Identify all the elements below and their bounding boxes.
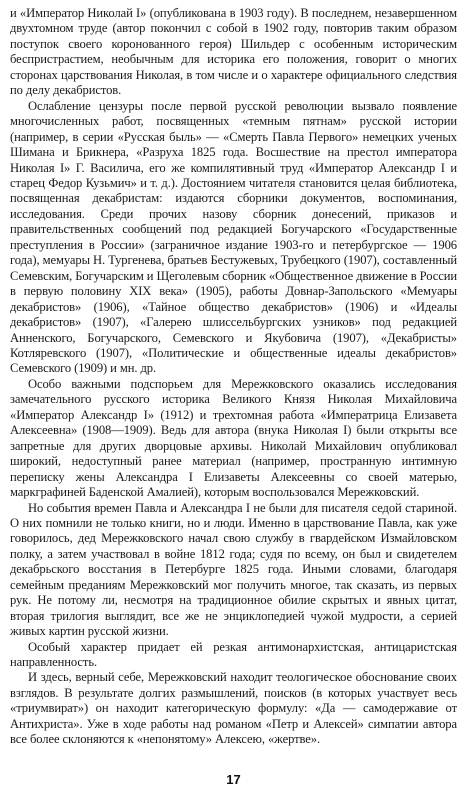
page-number: 17: [226, 772, 241, 787]
paragraph-3: Особо важными подспорьем для Мережковского оказались исследования замечательного русского историка Великого Князя Николая Михайловича «Император Александр I» (1912) и трехтомная работа «Императрица Елизавета Алексеевна» (1908—1909). Ведь для автора (внука Николая I) были открыты все запретные для других дворцовые архивы. Николай Михайлович опубликовал широкий, недоступный ранее материал (например, пространную интимную переписку жены Александра I Елизаветы Алексеевны со своей матерью, маркграфиней Баденской Амалией), которым воспользовался Мережковский.: [10, 376, 457, 500]
paragraph-5: Особый характер придает ей резкая антимонархистская, антицаристская направленность.: [10, 639, 457, 670]
paragraph-6: И здесь, верный себе, Мережковский находит теологическое обоснование своих взглядов. В результате долгих размышлений, поисков (в которых участвует весь «триумвират») он находит категорическую формулу: «Да — самодержавие от Антихриста». Уже в ходе работы над романом «Петр и Алексей» симпатии автора все более склоняются к «непонятому» Алексею, «жертве».: [10, 670, 457, 747]
document-page: [10, 6, 457, 748]
paragraph-2: Ослабление цензуры после первой русской революции вызвало появление многочисленных работ, посвященных «темным пятнам» русской истории (например, в серии «Русская быль» — «Смерть Павла Первого» немецких ученых Шимана и Брикнера, «Разруха 1825 года. Восшествие на престол императора Николая I» Г. Василича, его же компилятивный труд «Император Александр I и старец Федор Кузьмич» и т. д.). Достоянием читателя становится целая библиотека, посвященная декабристам: издаются сборники документов, воспоминания, исследования. Среди прочих назову сборник донесений, приказов и правительственных сообщений под редакцией Богучарского «Государственные преступления в России» (заграничное издание 1903-го и петербургское — 1906 года), мемуары Н. Тургенева, братьев Бестужевых, Трубецкого (1907), составленный Семевским, Богучарским и Щеголевым сборник «Общественное движение в России в первую половину XIX века» (1905), работы Довнар-Запольского «Мемуары декабристов» (1906), «Тайное общество декабристов» (1906) и «Идеалы декабристов» (1907), «Галерею шлиссельбургских узников» под редакцией Анненского, Богучарского, Семевского и Якубовича (1907), «Декабристы» Котляревского (1907), «Политические и общественные идеалы декабристов» Семевского (1909) и мн. др.: [10, 98, 457, 376]
paragraph-1: и «Император Николай I» (опубликована в 1903 году). В последнем, незавершенном двухтомном труде (автор покончил с собой в 1902 году, повторив таким образом поступок своего коронованного героя) Шильдер с особенным историческим беспристрастием, необычным для историка его положения, говорит о многих сторонах царствования Николая, в том числе и о характере официального следствия по делу декабристов.: [10, 6, 457, 98]
paragraph-4: Но события времен Павла и Александра I не были для писателя седой стариной. О них помнили не только книги, но и люди. Именно в царствование Павла, как уже говорилось, дед Мережковского начал свою службу в гвардейском Измайловском полку, а затем участвовал в войне 1812 года; судя по всему, он был и свидетелем декабрьского восстания в Петербурге 1825 года. Иными словами, благодаря семейным преданиям Мережковский мог получить многое, так сказать, из первых рук. Не потому ли, несмотря на традиционное обилие скрытых и явных цитат, вторая трилогия выглядит, все же не энциклопедией чужой мудрости, а серией живых картин русской жизни.: [10, 500, 457, 639]
